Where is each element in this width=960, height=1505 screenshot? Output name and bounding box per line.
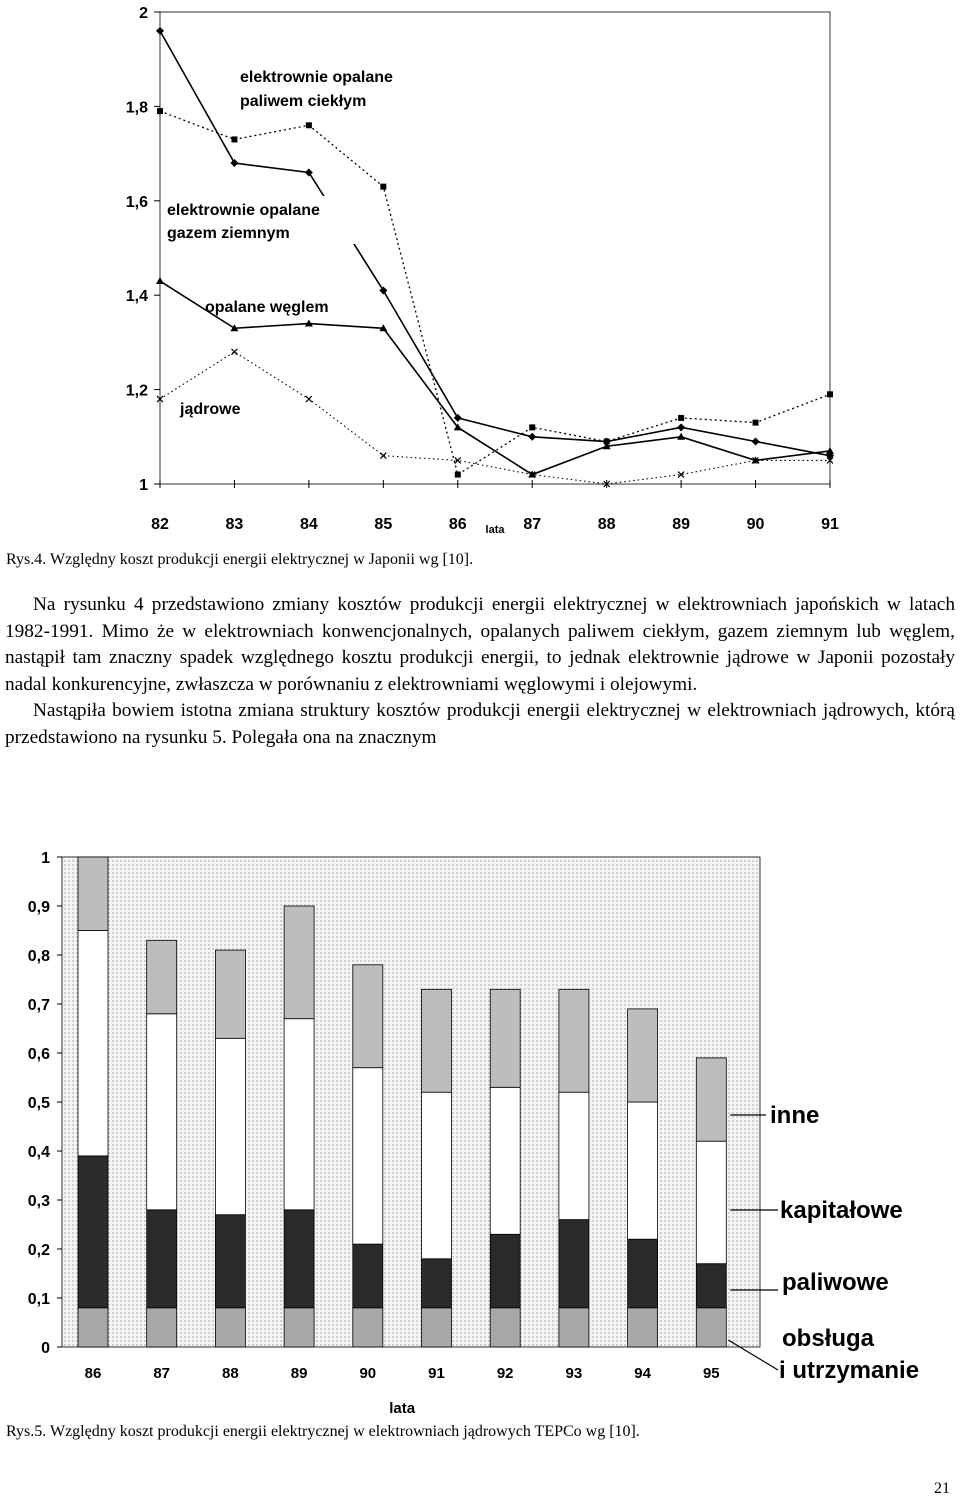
y-tick-label: 1 <box>139 477 148 494</box>
x-tick-label: 92 <box>496 1365 514 1382</box>
x-tick-label: 94 <box>634 1365 651 1382</box>
x-tick-label: 91 <box>821 516 839 533</box>
y-tick-label: 0,6 <box>27 1046 50 1063</box>
x-tick-label: 95 <box>702 1365 720 1382</box>
data-point <box>380 453 386 459</box>
data-point <box>156 27 164 35</box>
data-point <box>306 396 312 402</box>
bar-segment-inne <box>78 857 108 931</box>
bar-segment-kapitałowe <box>696 1141 726 1264</box>
y-tick-label: 1,8 <box>125 99 148 117</box>
stacked-bar-chart-fig5 <box>0 840 960 1420</box>
data-point <box>678 415 684 421</box>
bar-segment-kapitałowe <box>559 1092 589 1219</box>
legend-label-obsluga: obsługa <box>782 1325 875 1352</box>
annotation-coal: opalane węglem <box>205 299 329 316</box>
bar-segment-obsługa-i-utrzymanie <box>353 1308 383 1347</box>
bar-segment-paliwowe <box>284 1210 314 1308</box>
data-point <box>529 424 535 430</box>
x-tick-label: 82 <box>151 516 169 533</box>
bar-segment-obsługa-i-utrzymanie <box>147 1308 177 1347</box>
data-point <box>379 286 387 294</box>
data-point <box>306 122 312 128</box>
data-point <box>231 349 237 355</box>
bar-segment-obsługa-i-utrzymanie <box>215 1308 245 1347</box>
annotation-liquid-fuel-1: elektrownie opalane <box>240 69 393 86</box>
x-tick-label: 87 <box>153 1365 171 1382</box>
y-tick-label: 0,2 <box>27 1242 50 1259</box>
y-tick-label: 0,4 <box>27 1144 50 1161</box>
series-line-3 <box>160 352 830 484</box>
bar-segment-paliwowe <box>490 1234 520 1308</box>
x-tick-label: 90 <box>746 516 765 533</box>
bar-segment-paliwowe <box>147 1210 177 1308</box>
y-tick-label: 0,9 <box>27 899 50 916</box>
bar-segment-inne <box>353 965 383 1068</box>
y-tick-label: 1,6 <box>125 193 148 211</box>
body-text <box>5 592 955 751</box>
y-tick-label: 2 <box>139 5 148 22</box>
x-tick-label: 83 <box>225 516 244 533</box>
bar-segment-inne <box>422 989 452 1092</box>
legend-label-utrzymanie: i utrzymanie <box>779 1357 920 1384</box>
bar-segment-inne <box>215 950 245 1038</box>
x-tick-label: 84 <box>299 516 318 533</box>
data-point <box>305 168 313 176</box>
bar-segment-kapitałowe <box>628 1102 658 1239</box>
bar-segment-obsługa-i-utrzymanie <box>422 1308 452 1347</box>
bar-segment-obsługa-i-utrzymanie <box>696 1308 726 1347</box>
data-point <box>454 414 462 422</box>
bar-segment-paliwowe <box>215 1215 245 1308</box>
legend-label-inne: inne <box>770 1102 820 1129</box>
bar-segment-paliwowe <box>559 1220 589 1308</box>
bar-segment-kapitałowe <box>490 1087 520 1234</box>
y-tick-label: 1,4 <box>125 288 148 306</box>
data-point <box>827 391 833 397</box>
data-point <box>753 420 759 426</box>
bar-segment-inne <box>559 989 589 1092</box>
annotation-liquid-fuel-2: paliwem ciekłym <box>240 93 367 110</box>
bar-segment-obsługa-i-utrzymanie <box>559 1308 589 1347</box>
data-point <box>677 433 685 440</box>
y-tick-label: 0 <box>41 1340 50 1357</box>
figure-4-caption: Rys.4. Względny koszt produkcji energii elektrycznej w Japonii wg [10]. <box>6 551 474 568</box>
bar-segment-obsługa-i-utrzymanie <box>628 1308 658 1347</box>
annotation-gas-1: elektrownie opalane <box>167 202 320 219</box>
y-tick-label: 0,5 <box>27 1095 50 1112</box>
bar-segment-kapitałowe <box>422 1092 452 1259</box>
bar-segment-kapitałowe <box>353 1068 383 1244</box>
y-tick-label: 0,7 <box>27 997 50 1014</box>
x-tick-label: 88 <box>222 1365 239 1382</box>
bar-segment-inne <box>490 989 520 1087</box>
data-point <box>156 277 164 284</box>
x-tick-label: 90 <box>359 1365 377 1382</box>
y-tick-label: 1 <box>41 850 50 867</box>
paragraph-1: Na rysunku 4 przedstawiono zmiany kosztów produkcji energii elektrycznej w elektrowniach japońskich w latach 1982-1991. Mimo że w elektrowniach konwencjonalnych, opalanych paliwem ciekłym, gazem ziemnym lub węglem, nastąpił tam znaczny spadek względnego kosztu produkcji energii, to jednak elektrownie jądrowe w Japonii pozostały nadal konkurencyjne, zwłaszcza w porównaniu z elektrowniami węglowymi i olejowymi. <box>5 594 955 695</box>
data-point <box>528 433 536 441</box>
data-point <box>752 438 760 446</box>
x-tick-label: 89 <box>672 516 691 533</box>
x-tick-label: 86 <box>448 516 467 533</box>
data-point <box>230 159 238 167</box>
bar-segment-paliwowe <box>422 1259 452 1308</box>
bar-segment-kapitałowe <box>284 1019 314 1210</box>
bar-segment-kapitałowe <box>215 1038 245 1214</box>
y-tick-label: 0,3 <box>27 1193 50 1210</box>
data-point <box>157 108 163 114</box>
x-tick-label: 85 <box>374 516 393 533</box>
bar-segment-inne <box>147 940 177 1014</box>
bar-segment-kapitałowe <box>147 1014 177 1210</box>
bar-segment-inne <box>696 1058 726 1141</box>
y-tick-label: 1,2 <box>125 382 148 400</box>
y-tick-label: 0,8 <box>27 948 50 965</box>
x-axis-label: lata <box>485 524 505 536</box>
data-point <box>677 423 685 431</box>
data-point <box>826 447 834 454</box>
data-point <box>380 184 386 190</box>
x-tick-label: 86 <box>84 1365 102 1382</box>
legend-label-kapitalowe: kapitałowe <box>780 1197 903 1224</box>
x-axis-label: lata <box>389 1400 416 1417</box>
bar-segment-inne <box>284 906 314 1019</box>
page-number: 21 <box>934 1480 950 1497</box>
bar-segment-paliwowe <box>628 1239 658 1308</box>
bar-segment-obsługa-i-utrzymanie <box>490 1308 520 1347</box>
bar-segment-inne <box>628 1009 658 1102</box>
paragraph-2: Nastąpiła bowiem istotna zmiana struktury kosztów produkcji energii elektrycznej w elektrowniach jądrowych, którą przedstawiono na rysunku 5. Polegała ona na znacznym <box>5 700 955 748</box>
x-tick-label: 91 <box>428 1365 445 1382</box>
bar-segment-obsługa-i-utrzymanie <box>78 1308 108 1347</box>
x-tick-label: 93 <box>565 1365 583 1382</box>
y-tick-label: 0,1 <box>27 1291 50 1308</box>
x-tick-label: 88 <box>597 516 616 533</box>
bar-segment-paliwowe <box>353 1244 383 1308</box>
bar-segment-paliwowe <box>78 1156 108 1308</box>
bar-segment-paliwowe <box>696 1264 726 1308</box>
annotation-gas-2: gazem ziemnym <box>167 225 290 242</box>
data-point <box>231 136 237 142</box>
bar-segment-kapitałowe <box>78 931 108 1156</box>
bar-segment-obsługa-i-utrzymanie <box>284 1308 314 1347</box>
x-tick-label: 87 <box>523 516 542 533</box>
annotation-nuclear: jądrowe <box>180 401 241 418</box>
figure-5-caption: Rys.5. Względny koszt produkcji energii elektrycznej w elektrowniach jądrowych TEPCo wg [10]. <box>6 1423 640 1440</box>
x-tick-label: 89 <box>290 1365 308 1382</box>
data-point <box>455 472 461 478</box>
legend-label-paliwowe: paliwowe <box>782 1269 889 1296</box>
line-chart-fig4 <box>0 0 960 545</box>
